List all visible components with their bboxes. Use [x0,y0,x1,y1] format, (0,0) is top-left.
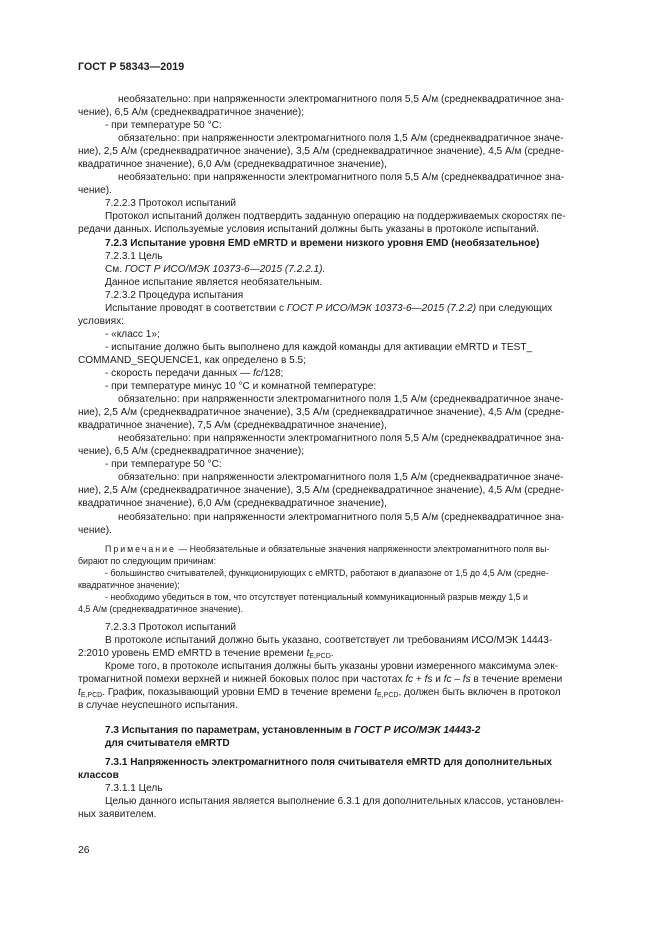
symbol-t: t [374,686,378,698]
text-line: квадратичное значение), 6,0 А/м (среднеквадратичное значение), [78,498,387,510]
subsection-title: 7.3.1.1 Цель [105,783,163,795]
list-item: - при температуре 50 °C: [105,120,222,132]
text-line [78,673,616,686]
text-span: + [413,673,425,685]
page-number: 26 [78,845,90,856]
subscript: E,PCD [80,691,103,699]
text-line: квадратичное значение), 7,5 А/м (среднеквадратичное значение), [78,420,387,432]
text-line: необязательно: при напряженности электромагнитного поля 5,5 А/м (среднеквадратичное зна- [118,433,565,445]
standard-reference: ГОСТ Р ИСО/МЭК 14443-2 [354,724,481,736]
text-line: В протоколе испытаний должно быть указано, соответствует ли требованиям ИСО/МЭК 14443- [105,634,553,646]
note-label: Примечание [105,543,176,554]
section-title: для считывателя eMRTD [105,737,230,749]
list-item: - «класс 1»; [105,328,160,340]
text-line: обязательно: при напряженности электромагнитного поля 1,5 А/м (среднеквадратичное значе- [118,133,564,145]
text-line: Целью данного испытания является выполнение 6.3.1 для дополнительных классов, установлен- [105,796,564,808]
text-span: 7.3 Испытания по параметрам, установленным в [105,724,355,736]
symbol-t: t [78,686,81,698]
text-span: в течение времени [470,673,563,685]
text-line: необязательно: при напряженности электромагнитного поля 5,5 А/м (среднеквадратичное зна- [118,94,565,105]
note-line [78,543,616,555]
text-line [78,302,616,315]
subscript: E,PCD [377,691,399,699]
list-item: - при температуре 50 °C: [105,459,222,471]
text-line: COMMAND_SEQUENCE1, как определено в 5.5; [78,354,306,366]
document-header: ГОСТ Р 58343—2019 [78,61,185,73]
standard-reference: ГОСТ Р ИСО/МЭК 10373-6—2015 (7.2.2) [286,302,477,314]
note-bullet: - большинство считывателей, функционирующих с eMRTD, работают в диапазоне от 1,5 до 4,5 А/м (средне- [105,567,549,578]
note-line: 4,5 А/м (среднеквадратичное значение). [78,603,244,614]
text-span: Испытание проводят в соответствии с [105,302,287,314]
symbol-t: t [306,647,310,659]
text-line: ние), 2,5 А/м (среднеквадратичное значение), 3,5 А/м (среднеквадратичное значение), 4,5 А/м (средне- [78,146,565,158]
text-line: ных заявителем. [78,809,157,821]
text-span: и [432,673,444,685]
section-title: 7.2.3 Испытание уровня EMD eMRTD и времени низкого уровня EMD (необязательное) [105,237,540,249]
standard-reference: ГОСТ Р ИСО/МЭК 10373-6—2015 (7.2.2.1). [124,263,326,275]
text-line: ние), 2,5 А/м (среднеквадратичное значение), 3,5 А/м (среднеквадратичное значение), 4,5 А/м (средне- [78,407,565,419]
text-line: Протокол испытаний должен подтвердить заданную операцию на поддерживаемых скоростях пе- [105,211,566,223]
symbol-fs: fs [462,673,471,685]
list-item: - испытание должно быть выполнено для каждой команды для активации eMRTD и TEST_ [105,341,533,353]
text-line: в случае неуспешного испытания. [78,699,238,711]
text-span: — Необязательные и обязательные значения напряженности электромагнитного поля вы- [175,543,550,554]
text-span: . [330,647,334,659]
text-span: 2:2010 уровень EMD eMRTD в течение времени [78,647,307,659]
text-span: тромагнитной помехи верхней и нижней боковых полос при частотах [78,673,406,685]
section-title: классов [78,770,119,782]
section-title: 7.3.1 Напряженность электромагнитного поля считывателя eMRTD для дополнительных [105,757,553,769]
text-line: чение), 6,5 А/м (среднеквадратичное значение); [78,446,305,458]
text-line: чение), 6,5 А/м (среднеквадратичное значение); [78,107,305,119]
text-span: , должен быть включен в протокол [398,686,561,698]
list-item [78,367,616,380]
text-line: ние), 2,5 А/м (среднеквадратичное значение), 3,5 А/м (среднеквадратичное значение), 4,5 А/м (средне- [78,485,565,497]
document-body [78,93,616,821]
note-bullet: - необходимо убедиться в том, что отсутствует потенциальный коммуникационный разрыв между 1,5 и [105,591,528,602]
subsection-title: 7.2.3.2 Процедура испытания [105,289,244,301]
section-title [78,724,616,737]
subsection-title: 7.2.3.1 Цель [105,250,163,262]
text-line: квадратичное значение), 6,0 А/м (среднеквадратичное значение), [78,159,387,171]
symbol-fc: fc [253,367,261,379]
text-span: при следующих [476,302,553,314]
subscript: E,PCD [309,652,331,660]
list-item: - при температуре минус 10 °C и комнатной температуре: [105,381,377,393]
reference-line [78,263,616,276]
note-line: квадратичное значение); [78,579,180,590]
text-span: /128; [260,367,284,379]
text-line: условиях: [78,315,124,327]
text-span: . График, показывающий уровни EMD в течение времени [102,686,375,698]
text-line [78,647,616,660]
symbol-fc: fc [443,673,452,685]
text-line: Кроме того, в протоколе испытания должны быть указаны уровни измеренного максимума элек- [105,660,559,672]
note-line: бирают по следующим причинам: [78,555,217,566]
text-line: чение). [78,185,112,197]
text-line: редачи данных. Используемые условия испытаний должны быть указаны в протоколе испытаний. [78,224,540,236]
subsection-title: 7.2.2.3 Протокол испытаний [105,198,237,210]
text-line [78,686,616,699]
subsection-title: 7.2.3.3 Протокол испытаний [105,621,237,633]
text-line: необязательно: при напряженности электромагнитного поля 5,5 А/м (среднеквадратичное зна- [118,172,565,184]
ref-prefix: См. [105,263,125,275]
text-span: – [451,673,463,685]
text-span: - скорость передачи данных — [105,367,254,379]
text-line: обязательно: при напряженности электромагнитного поля 1,5 А/м (среднеквадратичное значе- [118,394,564,406]
text-line: необязательно: при напряженности электромагнитного поля 5,5 А/м (среднеквадратичное зна- [118,511,565,523]
text-line: обязательно: при напряженности электромагнитного поля 1,5 А/м (среднеквадратичное значе- [118,472,564,484]
symbol-fc: fc [405,673,414,685]
text-line: Данное испытание является необязательным. [105,276,323,288]
text-line: чение). [78,524,112,536]
symbol-fs: fs [424,673,433,685]
